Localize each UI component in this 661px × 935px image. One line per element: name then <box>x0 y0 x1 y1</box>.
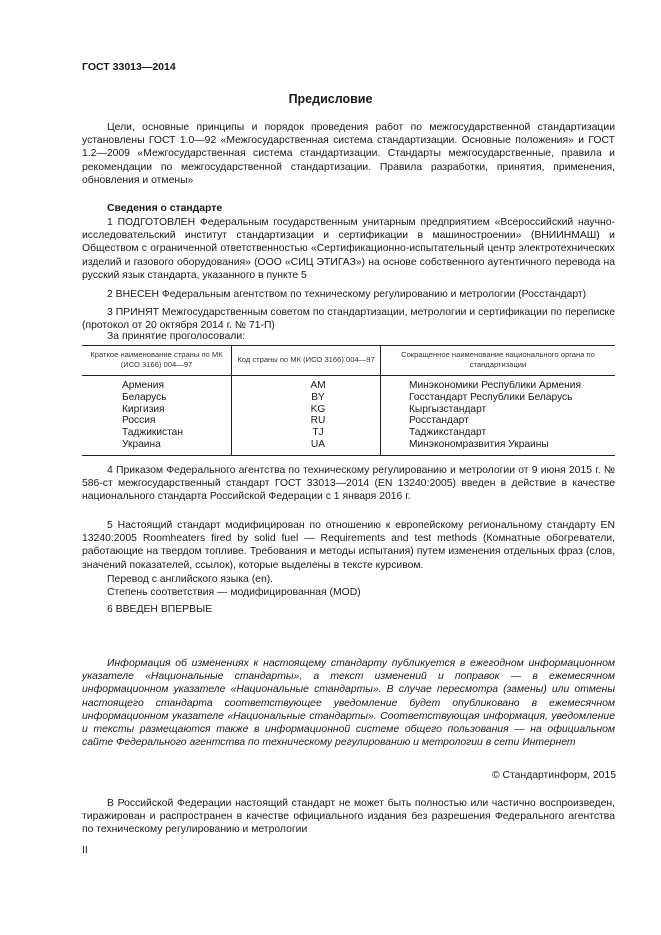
standards-body: Кыргызстандарт <box>381 404 616 416</box>
country-name: Таджикистан <box>122 427 183 439</box>
preface-intro: Цели, основные принципы и порядок проведения работ по межгосударственной стандартизации установлены ГОСТ 1.0—92 «Межгосударственная система стандартизации. Основные положения» и ГОСТ 1.2—2009 «Межгосударственная система стандартизации. Стандарты межгосударственные, правила и рекомендации по межгосударственной стандартизации. Правила разработки, принятия, применения, обновления и отмены» <box>82 122 615 186</box>
info-item-5: 5 Настоящий стандарт модифицирован по отношению к европейскому региональному стандарту EN 13240:2005 Roomheaters fired by solid fuel — Requirements and test methods (Комнатные обогреватели, работающие на твердом топливе. Требования и методы испытания) путем изменения отдельных фраз (слов, значений показателей, ссылок), которые выделены в тексте курсивом. <box>82 520 615 571</box>
voting-countries-table <box>82 345 615 456</box>
page-number: II <box>82 845 88 856</box>
info-item-5-translation: Перевод с английского языка (en). <box>107 574 274 585</box>
table-row <box>82 392 615 404</box>
table-row <box>82 439 615 455</box>
table-row <box>82 376 615 392</box>
country-code: BY <box>232 392 381 404</box>
table-header-country: Краткое наименование страны по МК (ИСО 3166) 004—97 <box>82 346 232 376</box>
country-name: Украина <box>82 439 232 455</box>
info-item-2: 2 ВНЕСЕН Федеральным агентством по техническому регулированию и метрологии (Росстандарт) <box>107 289 587 300</box>
table-row <box>82 427 615 439</box>
standard-code-header: ГОСТ 33013—2014 <box>82 61 176 73</box>
copyright-line: © Стандартинформ, 2015 <box>491 770 616 781</box>
preface-title: Предисловие <box>288 92 373 106</box>
standards-body: Минэкономики Республики Армения <box>381 376 616 392</box>
country-code: UA <box>232 439 381 455</box>
standard-info-heading: Сведения о стандарте <box>107 203 223 214</box>
standards-body: Минэкономразвития Украины <box>381 439 616 455</box>
country-name: Беларусь <box>122 391 167 403</box>
info-item-6: 6 ВВЕДЕН ВПЕРВЫЕ <box>107 604 213 615</box>
country-name: Россия <box>122 415 156 427</box>
standards-body: Госстандарт Республики Беларусь <box>381 392 616 404</box>
standards-body: Таджикстандарт <box>381 427 616 439</box>
reproduction-rights: В Российской Федерации настоящий стандарт не может быть полностью или частично воспроизведен, тиражирован и распространен в качестве официального издания без разрешения Федерального агентства по техническому регулированию и метрологии <box>82 798 615 836</box>
table-header-row <box>82 346 615 376</box>
table-header-agency: Сокращенное наименование национального органа по стандартизации <box>381 346 616 376</box>
table-row <box>82 404 615 416</box>
info-item-3: 3 ПРИНЯТ Межгосударственным советом по стандартизации, метрологии и сертификации по переписке (протокол от 20 октября 2014 г. № 71-П) <box>82 307 615 332</box>
country-name: Киргизия <box>122 403 165 415</box>
country-code: AM <box>232 376 381 392</box>
country-name: Армения <box>122 380 164 391</box>
country-code: RU <box>232 415 381 427</box>
country-code: TJ <box>232 427 381 439</box>
info-item-4: 4 Приказом Федерального агентства по техническому регулированию и метрологии от 9 июня 2015 г. № 586-ст межгосударственный стандарт ГОСТ 33013—2014 (EN 13240:2005) введен в действие в качестве национального стандарта Российской Федерации с 1 января 2016 г. <box>82 465 615 503</box>
country-code: KG <box>232 404 381 416</box>
changes-notice: Информация об изменениях к настоящему стандарту публикуется в ежегодном информационном указателе «Национальные стандарты», а текст изменений и поправок — в ежемесячном информационном указателе «Национальные стандарты». В случае пересмотра (замены) или отмены настоящего стандарта соответствующее уведомление будет опубликовано в ежемесячном информационном указателе «Национальные стандарты». Соответствующая информация, уведомление и тексты размещаются также в информационной системе общего пользования — на официальном сайте Федерального агентства по техническому регулированию и метрологии в сети Интернет <box>82 658 615 749</box>
standards-body: Росстандарт <box>381 415 616 427</box>
table-row <box>82 415 615 427</box>
info-item-1: 1 ПОДГОТОВЛЕН Федеральным государственным унитарным предприятием «Всероссийский научно-исследовательский институт стандартизации и сертификации в машиностроении» (ВНИИНМАШ) и Обществом с ограниченной ответственностью «Сертификационно-испытательный центр электротехнических изделий и газового оборудования» (ООО «СИЦ ЭТИГАЗ») на основе собственного аутентичного перевода на русский язык стандарта, указанного в пункте 5 <box>82 217 615 281</box>
info-item-3-vote: За принятие проголосовали: <box>107 331 246 342</box>
info-item-5-degree: Степень соответствия — модифицированная (MOD) <box>107 587 361 598</box>
table-header-code: Код страны по МК (ИСО 3166) 004—97 <box>232 346 381 376</box>
